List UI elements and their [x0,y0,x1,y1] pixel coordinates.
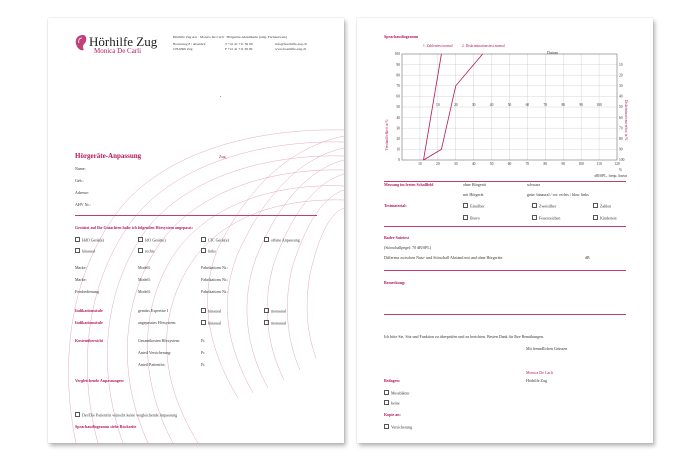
cost-patient-currency: Fr. [201,362,206,367]
x-tick-label: 120 [614,162,620,166]
y-tick-label-right: 30 [619,84,623,88]
y-tick-label-right: 20 [619,73,623,78]
checkbox-hdo[interactable]: HdO Gerät(e) [75,237,104,243]
checkbox-right[interactable]: rechts [138,248,155,254]
device-serial-1: Fabrikations Nr.: [201,265,229,270]
y-tick-label: 100 [394,52,400,57]
checkbox-monosyllables[interactable]: Einsilber [463,203,484,209]
y-axis-label-right: Diskriminationsverlust in % [624,99,628,141]
y-tick-label: 50 [396,105,400,110]
y-tick-label-right: 80 [619,137,623,141]
signature-name: Monica De Carli [526,370,553,375]
x-tick-label-top: 70 [543,103,548,107]
remote-model: Modell: [138,289,151,294]
indication-label-1: Indikationsstufe [75,308,103,313]
y-tick-label-right: 40 [619,94,623,99]
checkbox-ind1-binaural[interactable]: binaural [201,308,221,314]
test-material-label: Testmaterial: [384,203,407,208]
logo-title: Hörhilfe Zug [89,34,158,49]
x-tick-label: 20 [436,162,440,166]
x-tick-label-top: 30 [471,103,476,107]
device-model-1: Modell: [138,265,151,270]
remark-label: Bemerkung: [384,280,406,285]
header-fax: F +41 41 711 36 09 [225,47,253,51]
percent-label: % [619,168,622,172]
legend-series-1: 1. Zahlentest normal [423,44,453,48]
x-tick-label-top: 20 [453,103,458,107]
x-tick-label: 90 [561,162,566,166]
free-field-color-black: schwarz [527,182,541,187]
x-tick-label: 80 [543,162,548,166]
x-tick-label: 10 [418,162,422,166]
free-field-with-aid: mit Hörgerät [463,192,484,197]
y-tick-label: 80 [396,73,400,78]
checkbox-ind1-monaural[interactable]: monaural [264,308,286,314]
field-birthdate: Geb.: [75,178,84,183]
checkbox-numbers[interactable]: Zahlen [593,203,611,209]
y-tick-label-right: 60 [619,115,623,120]
checkbox-ind2-monaural[interactable]: monaural [264,320,286,326]
x-tick-label: 30 [453,162,458,166]
y-tick-label: 70 [396,84,400,88]
closing-greeting: Mit freundlichen Grüssen [526,346,568,351]
audiogram-title: Sprachaudiogramm [384,34,419,39]
x-tick-label: 50 [489,162,494,166]
comparative-fittings-label: Vergleichende Anpassungen: [75,378,125,383]
device-brand-1: Marke: [75,265,87,270]
field-address: Adresse: [75,190,89,195]
date-label: Datum [547,50,558,55]
ear-logo-icon [74,34,88,52]
cost-insurance-currency: Fr. [201,350,206,355]
divider [384,314,626,315]
device-brand-2: Marke: [75,277,87,282]
header-web: www.hoerhilfe-zug.ch [275,47,307,51]
form-page-back [357,18,653,443]
y-tick-label-right: 50 [619,105,623,110]
legend-series-2: 2. Diskriminationstest normal [462,44,505,48]
guarantee-text: Gestützt auf Ihr Gutachten habe ich folgenden Hörsystem angepasst: [75,225,193,230]
form-title: Hörgeräte-Anpassung [75,152,142,160]
divider [384,270,626,271]
cost-overview-label: Kostenübersicht [75,338,103,343]
checkbox-lighter[interactable]: Feuerzeichen [532,215,560,221]
field-name: Name: [75,166,86,171]
place-date-label: Zug, [219,154,227,159]
checkbox-ind2-binaural[interactable]: binaural [201,320,221,326]
device-serial-2: Fabrikations Nr.: [201,277,229,282]
free-field-label: Messung im freien Schallfeld [384,182,434,187]
x-tick-label-top: 100 [596,103,602,107]
y-tick-label: 90 [396,62,400,67]
checkbox-open-fitting[interactable]: offene Anpassung [264,237,300,243]
cost-patient: Anteil Patient/in: [138,362,166,367]
x-tick-label-top: 90 [579,103,583,107]
checkbox-ido[interactable]: IdO Gerät(e) [138,237,166,243]
checkbox-measurement-sheets[interactable]: Messblätter [384,390,410,396]
speech-audiogram-chart [357,40,653,180]
x-tick-label: 100 [578,162,584,166]
x-tick-label: 60 [507,162,512,166]
remote-control: Fernbedienung [75,289,99,294]
checkbox-child-test[interactable]: Kindertest [593,215,617,221]
closing-request: Ich bitte Sie, Sitz und Funktion zu überprüfen und zu berichten. Besten Dank für Ihre Bemühungen. [384,334,544,339]
checkbox-binaural[interactable]: binaural [75,248,95,254]
checkbox-bravo[interactable]: Bravo [463,215,480,221]
bader-unit: dB [585,255,590,260]
bader-noise-level: (Störschallpegel: 70 dB/SPL) [384,245,432,250]
checkbox-left[interactable]: links [201,248,216,254]
divider [384,226,626,227]
free-field-without-aid: ohne Hörgerät [463,182,486,187]
bader-test-label: Bader-Satztest [384,235,409,240]
y-tick-label: 60 [396,94,400,99]
checkbox-cic[interactable]: CIC Gerät(e) [201,237,229,243]
header-address1: Bosenweg 8 / Alsenhof [173,42,206,46]
free-field-color-legend: grün: binaural / rot: rechts / blau: links [527,192,589,197]
checkbox-no-comparison[interactable]: Der/Die Patient/in wünscht keine vergleichende Anpassung [75,412,177,418]
y-tick-label-right: 10 [619,62,623,67]
y-tick-label-right: 70 [619,126,623,131]
header-email: info@hoerhilfe-zug.ch [275,42,307,46]
bader-difference: Differenz zwischen Nutz- und Störschall Abstand mit und ohne Hörgeräte [384,255,503,260]
y-tick-label: 0 [398,158,400,163]
device-model-2: Modell: [138,277,151,282]
fold-mark [220,96,221,97]
y-tick-label: 20 [396,137,400,141]
attachments-label: Beilagen: [384,378,400,383]
x-tick-label-top: 80 [561,103,566,107]
header-company-line: Hörhilfe Zug AG · Monica De Carli · Hörgeräte-Akustikerin (eidg. Fachausweis) [173,35,287,39]
x-tick-label: 70 [525,162,530,166]
indication-text-2: angepasstes Hörsystem: [138,320,177,325]
x-tick-label: 110 [596,162,602,166]
indication-text-1: gemäss Expertise I [138,308,169,313]
divider [75,215,317,216]
indication-label-2: Indikationsstufe [75,320,103,325]
cost-total: Gesamtkosten Hörsystem: [138,338,181,343]
remote-serial: Fabrikations Nr.: [201,289,229,294]
field-ahv: AHV Nr.: [75,202,91,207]
checkbox-disyllables[interactable]: Zweisilber [532,203,556,209]
y-axis-label-left: Verständlichkeit in % [385,119,389,151]
x-tick-label-top: 10 [436,103,440,107]
y-tick-label: 40 [396,115,400,120]
x-tick-label: 40 [471,162,476,166]
cost-total-currency: Fr. [201,338,206,343]
checkbox-none[interactable]: keine [384,400,400,406]
form-page-front [48,18,344,443]
logo-subtitle: Monica De Carli [94,47,142,55]
x-axis-label: dB/SPL, frequ. linear [594,174,627,178]
y-tick-label-right: 100 [619,158,625,163]
copy-to-label: Kopie an: [384,412,401,417]
y-tick-label-right: 90 [619,147,623,152]
header-tel: T +41 41 711 36 09 [225,42,253,46]
header-address2: CH-6300 Zug [173,47,193,51]
cost-insurance: Anteil Versicherung: [138,350,172,355]
see-back-note: Sprachaudiogramm siehe Rückseite [75,424,137,429]
x-tick-label-top: 40 [489,103,494,107]
y-tick-label: 30 [396,126,400,131]
y-tick-label: 10 [396,147,400,152]
signature-firm: Hörhilfe Zug [526,378,547,383]
x-tick-label-top: 60 [525,103,530,107]
checkbox-insurance[interactable]: Versicherung [384,424,412,430]
x-tick-label-top: 50 [507,103,512,107]
